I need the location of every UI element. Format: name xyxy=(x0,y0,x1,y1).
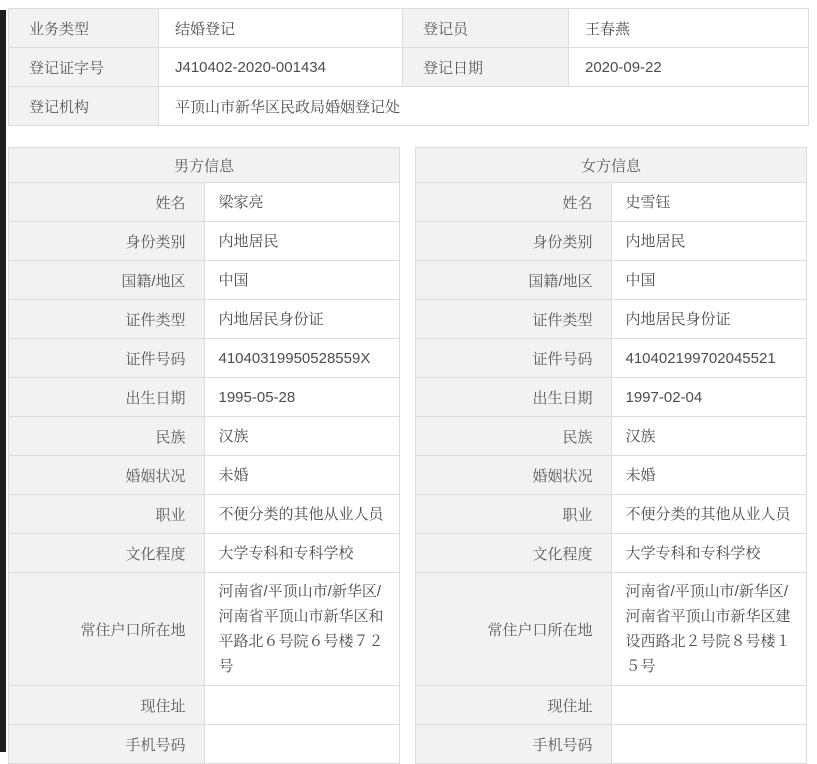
field-value-identity-category: 内地居民 xyxy=(611,222,807,261)
registration-date-label: 登记日期 xyxy=(403,48,569,87)
field-value-birth-date: 1995-05-28 xyxy=(204,378,400,417)
field-label-marital-status: 婚姻状况 xyxy=(416,456,612,495)
registrar-label: 登记员 xyxy=(403,9,569,48)
field-value-ethnicity: 汉族 xyxy=(204,417,400,456)
field-label-occupation: 职业 xyxy=(9,495,205,534)
field-value-name: 史雪钰 xyxy=(611,183,807,222)
field-row xyxy=(9,417,400,456)
field-row xyxy=(9,495,400,534)
cert-number-label: 登记证字号 xyxy=(9,48,159,87)
field-row xyxy=(9,456,400,495)
field-row xyxy=(416,378,807,417)
field-row xyxy=(416,183,807,222)
field-label-id-type: 证件类型 xyxy=(416,300,612,339)
field-row xyxy=(416,339,807,378)
field-value-occupation: 不便分类的其他从业人员 xyxy=(204,495,400,534)
bride-info-table xyxy=(415,147,807,764)
business-type-label: 业务类型 xyxy=(9,9,159,48)
field-label-birth-date: 出生日期 xyxy=(416,378,612,417)
field-row xyxy=(416,495,807,534)
field-label-current-address: 现住址 xyxy=(9,686,205,725)
field-row xyxy=(416,261,807,300)
field-label-id-number: 证件号码 xyxy=(416,339,612,378)
field-label-ethnicity: 民族 xyxy=(416,417,612,456)
field-row xyxy=(9,183,400,222)
field-value-name: 梁家亮 xyxy=(204,183,400,222)
field-label-occupation: 职业 xyxy=(416,495,612,534)
field-value-birth-date: 1997-02-04 xyxy=(611,378,807,417)
field-value-occupation: 不便分类的其他从业人员 xyxy=(611,495,807,534)
field-value-identity-category: 内地居民 xyxy=(204,222,400,261)
field-value-current-address xyxy=(204,686,400,725)
field-row xyxy=(9,261,400,300)
field-value-mobile xyxy=(611,725,807,764)
field-row xyxy=(9,222,400,261)
field-label-name: 姓名 xyxy=(9,183,205,222)
field-row xyxy=(9,686,400,725)
summary-row-certificate xyxy=(9,48,809,87)
registration-summary-table xyxy=(8,8,809,126)
window-edge xyxy=(0,10,6,752)
field-label-birth-date: 出生日期 xyxy=(9,378,205,417)
field-row xyxy=(416,456,807,495)
party-info-section xyxy=(8,147,807,764)
field-value-household-address: 河南省/平顶山市/新华区/河南省平顶山市新华区和平路北６号院６号楼７２号 xyxy=(204,573,400,686)
field-row xyxy=(416,534,807,573)
field-label-household-address: 常住户口所在地 xyxy=(9,573,205,686)
field-label-identity-category: 身份类别 xyxy=(416,222,612,261)
field-label-name: 姓名 xyxy=(416,183,612,222)
summary-row-business xyxy=(9,9,809,48)
field-value-nationality: 中国 xyxy=(611,261,807,300)
field-label-household-address: 常住户口所在地 xyxy=(416,573,612,686)
field-value-nationality: 中国 xyxy=(204,261,400,300)
agency-label: 登记机构 xyxy=(9,87,159,126)
field-row xyxy=(9,339,400,378)
field-value-id-type: 内地居民身份证 xyxy=(204,300,400,339)
field-row xyxy=(416,222,807,261)
field-row xyxy=(416,573,807,686)
groom-table-title: 男方信息 xyxy=(9,148,400,183)
bride-table-title: 女方信息 xyxy=(416,148,807,183)
field-value-education: 大学专科和专科学校 xyxy=(611,534,807,573)
field-label-ethnicity: 民族 xyxy=(9,417,205,456)
field-value-id-number: 41040319950528559X xyxy=(204,339,400,378)
field-row xyxy=(9,300,400,339)
groom-info-table xyxy=(8,147,400,764)
agency-value: 平顶山市新华区民政局婚姻登记处 xyxy=(159,87,809,126)
field-value-marital-status: 未婚 xyxy=(611,456,807,495)
field-label-mobile: 手机号码 xyxy=(9,725,205,764)
field-value-current-address xyxy=(611,686,807,725)
field-label-id-type: 证件类型 xyxy=(9,300,205,339)
field-label-mobile: 手机号码 xyxy=(416,725,612,764)
field-row xyxy=(416,725,807,764)
field-value-household-address: 河南省/平顶山市/新华区/河南省平顶山市新华区建设西路北２号院８号楼１５号 xyxy=(611,573,807,686)
field-row xyxy=(416,686,807,725)
field-label-current-address: 现住址 xyxy=(416,686,612,725)
field-row xyxy=(416,300,807,339)
field-row xyxy=(9,573,400,686)
field-row xyxy=(416,417,807,456)
business-type-value: 结婚登记 xyxy=(159,9,403,48)
field-label-identity-category: 身份类别 xyxy=(9,222,205,261)
field-value-ethnicity: 汉族 xyxy=(611,417,807,456)
field-value-mobile xyxy=(204,725,400,764)
cert-number-value: J410402-2020-001434 xyxy=(159,48,403,87)
field-row xyxy=(9,534,400,573)
field-label-nationality: 国籍/地区 xyxy=(9,261,205,300)
registration-date-value: 2020-09-22 xyxy=(569,48,809,87)
field-value-id-number: 410402199702045521 xyxy=(611,339,807,378)
registrar-value: 王春燕 xyxy=(569,9,809,48)
summary-row-agency xyxy=(9,87,809,126)
field-label-id-number: 证件号码 xyxy=(9,339,205,378)
field-row xyxy=(9,378,400,417)
field-label-education: 文化程度 xyxy=(416,534,612,573)
field-value-marital-status: 未婚 xyxy=(204,456,400,495)
field-value-id-type: 内地居民身份证 xyxy=(611,300,807,339)
field-value-education: 大学专科和专科学校 xyxy=(204,534,400,573)
field-row xyxy=(9,725,400,764)
field-label-marital-status: 婚姻状况 xyxy=(9,456,205,495)
field-label-nationality: 国籍/地区 xyxy=(416,261,612,300)
field-label-education: 文化程度 xyxy=(9,534,205,573)
